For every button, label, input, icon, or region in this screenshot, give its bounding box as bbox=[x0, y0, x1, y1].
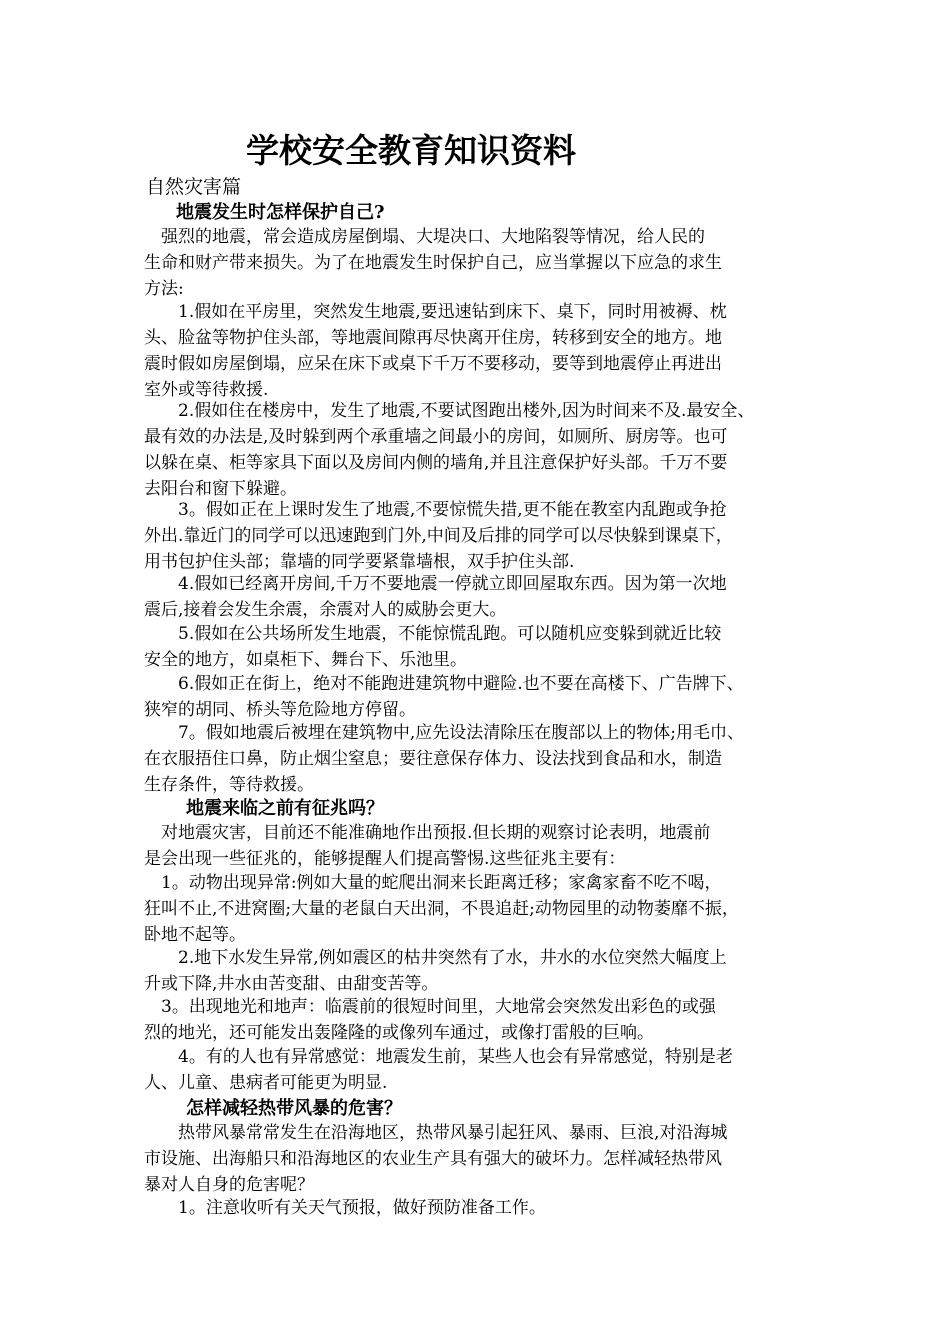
paragraph-signs-intro bbox=[144, 820, 812, 872]
paragraph-line: 震时假如房屋倒塌，应呆在床下或桌下千万不要移动，要等到地震停止再进出 bbox=[144, 354, 722, 374]
paragraph-sign-1 bbox=[144, 870, 812, 948]
paragraph-line: 1。注意收听有关天气预报，做好预防准备工作。 bbox=[144, 1198, 546, 1218]
paragraph-storm-intro bbox=[144, 1120, 812, 1198]
paragraph-line: 室外或等待救援. bbox=[144, 380, 269, 400]
paragraph-line: 卧地不起等。 bbox=[144, 925, 246, 945]
paragraph-line: 3。出现地光和地声：临震前的很短时间里，大地常会突然发出彩色的或强 bbox=[144, 997, 716, 1017]
document-title: 学校安全教育知识资料 bbox=[246, 131, 576, 170]
paragraph-line: 在衣服捂住口鼻，防止烟尘窒息；要往意保存体力、设法找到食品和水，制造 bbox=[144, 749, 722, 769]
paragraph-line: 4.假如已经离开房间,千万不要地震一停就立即回屋取东西。因为第一次地 bbox=[144, 574, 727, 594]
paragraph-line: 6.假如正在街上，绝对不能跑进建筑物中避险.也不要在高楼下、广告牌下、 bbox=[144, 674, 744, 694]
paragraph-line: 热带风暴常常发生在沿海地区，热带风暴引起狂风、暴雨、巨浪,对沿海城 bbox=[144, 1123, 728, 1143]
paragraph-line: 安全的地方，如桌柜下、舞台下、乐池里。 bbox=[144, 650, 467, 670]
paragraph-line: 1。动物出现异常:例如大量的蛇爬出洞来长距离迁移；家禽家畜不吃不喝， bbox=[144, 873, 722, 893]
paragraph-line: 5.假如在公共场所发生地震，不能惊慌乱跑。可以随机应变躲到就近比较 bbox=[144, 624, 722, 644]
paragraph-item-6 bbox=[144, 671, 812, 723]
paragraph-line: 方法: bbox=[144, 279, 184, 299]
paragraph-line: 市设施、出海船只和沿海地区的农业生产具有强大的破坏力。怎样减轻热带风 bbox=[144, 1149, 722, 1169]
paragraph-line: 是会出现一些征兆的，能够提醒人们提高警惕.这些征兆主要有： bbox=[144, 849, 626, 869]
paragraph-line: 用书包护住头部；靠墙的同学要紧靠墙根，双手护住头部. bbox=[144, 552, 575, 572]
heading-earthquake-protection: 地震发生时怎样保护自己? bbox=[176, 202, 385, 223]
paragraph-line: 升或下降,井水由苦变甜、由甜变苦等。 bbox=[144, 974, 439, 994]
paragraph-storm-item-1 bbox=[144, 1195, 812, 1221]
paragraph-line: 震后,接着会发生余震，余震对人的威胁会更大。 bbox=[144, 600, 507, 620]
paragraph-line: 7。假如地震后被埋在建筑物中,应先设法清除压在腹部以上的物体;用毛巾、 bbox=[144, 723, 744, 743]
paragraph-item-4 bbox=[144, 571, 812, 623]
paragraph-intro bbox=[144, 224, 812, 302]
paragraph-item-5 bbox=[144, 621, 812, 673]
paragraph-line: 强烈的地震，常会造成房屋倒塌、大堤决口、大地陷裂等情况，给人民的 bbox=[144, 227, 705, 247]
heading-tropical-storm: 怎样减轻热带风暴的危害？ bbox=[186, 1098, 402, 1119]
paragraph-line: 人、儿童、患病者可能更为明显. bbox=[144, 1073, 388, 1093]
heading-earthquake-signs: 地震来临之前有征兆吗？ bbox=[186, 798, 384, 819]
paragraph-line: 2.地下水发生异常,例如震区的枯井突然有了水，井水的水位突然大幅度上 bbox=[144, 948, 727, 968]
paragraph-line: 去阳台和窗下躲避。 bbox=[144, 479, 297, 499]
paragraph-item-1 bbox=[144, 299, 812, 403]
paragraph-line: 烈的地光，还可能发出轰隆隆的或像列车通过，或像打雷般的巨响。 bbox=[144, 1023, 654, 1043]
paragraph-line: 暴对人自身的危害呢？ bbox=[144, 1175, 314, 1195]
section-label: 自然灾害篇 bbox=[146, 176, 242, 198]
paragraph-line: 头、脸盆等物护住头部，等地震间隙再尽快离开住房，转移到安全的地方。地 bbox=[144, 328, 722, 348]
paragraph-sign-2 bbox=[144, 945, 812, 997]
paragraph-line: 外出.靠近门的同学可以迅速跑到门外,中间及后排的同学可以尽快躲到课桌下， bbox=[144, 526, 733, 546]
paragraph-line: 狭窄的胡同、桥头等危险地方停留。 bbox=[144, 700, 416, 720]
paragraph-line: 3。假如正在上课时发生了地震,不要惊慌失措,更不能在教室内乱跑或争抢 bbox=[144, 500, 727, 520]
paragraph-line: 狂叫不止,不进窝圈;大量的老鼠白天出洞，不畏追赶;动物园里的动物萎靡不振， bbox=[144, 899, 739, 919]
paragraph-item-3 bbox=[144, 497, 812, 575]
paragraph-line: 最有效的办法是,及时躲到两个承重墙之间最小的房间，如厕所、厨房等。也可 bbox=[144, 427, 728, 447]
paragraph-line: 1.假如在平房里，突然发生地震,要迅速钻到床下、桌下，同时用被褥、枕 bbox=[144, 302, 727, 322]
paragraph-item-7 bbox=[144, 720, 812, 798]
paragraph-item-2 bbox=[144, 398, 812, 502]
paragraph-line: 以躲在桌、柜等家具下面以及房间内侧的墙角,并且注意保护好头部。千万不要 bbox=[144, 453, 728, 473]
paragraph-sign-4 bbox=[144, 1044, 812, 1096]
paragraph-line: 生命和财产带来损失。为了在地震发生时保护自己，应当掌握以下应急的求生 bbox=[144, 253, 722, 273]
paragraph-line: 2.假如住在楼房中，发生了地震,不要试图跑出楼外,因为时间来不及.最安全、 bbox=[144, 401, 755, 421]
paragraph-line: 生存条件，等待救援。 bbox=[144, 775, 314, 795]
paragraph-line: 4。有的人也有异常感觉：地震发生前，某些人也会有异常感觉，特别是老 bbox=[144, 1047, 733, 1067]
paragraph-sign-3 bbox=[144, 994, 812, 1046]
paragraph-line: 对地震灾害，目前还不能准确地作出预报.但长期的观察讨论表明，地震前 bbox=[144, 823, 711, 843]
